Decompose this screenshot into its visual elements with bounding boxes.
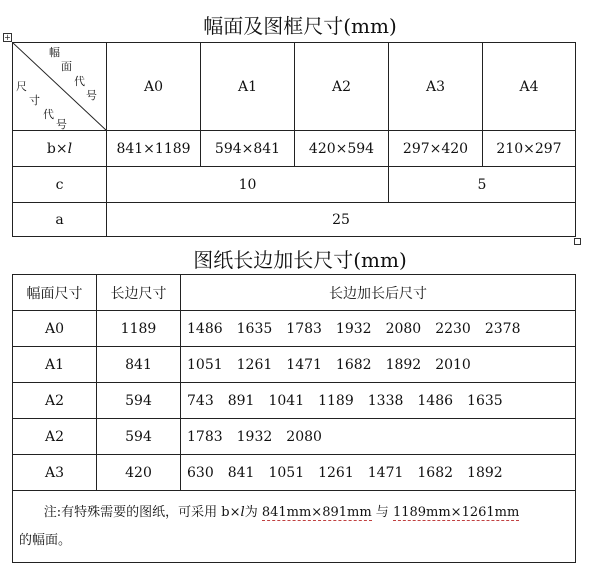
corner-top-char: 幅: [49, 46, 60, 59]
long-cell: 594: [97, 383, 181, 419]
corner-bottom-char: 代: [43, 108, 54, 121]
bl-value: 297×420: [389, 131, 483, 167]
extended-values: [181, 311, 576, 347]
table-row: [13, 419, 576, 455]
note-part: 注:有特殊需要的图纸，可采用 b×: [43, 504, 241, 520]
ext-value: 1932: [236, 428, 273, 445]
footnote: [13, 491, 576, 563]
table-row: [13, 203, 576, 237]
corner-top-char: 代: [74, 75, 85, 88]
bl-value: 420×594: [295, 131, 389, 167]
ext-value: 1051: [187, 356, 223, 373]
ext-value: 1338: [367, 392, 404, 409]
ext-value: 2080: [286, 428, 322, 445]
bl-value: 210×297: [483, 131, 576, 167]
a-value: 25: [107, 203, 576, 237]
ext-value: 2080: [385, 320, 422, 337]
ext-value: 891: [227, 392, 255, 409]
note-part: 与: [371, 504, 393, 520]
ext-value: 2230: [435, 320, 471, 337]
c-value: 5: [389, 167, 576, 203]
ext-value: 743: [187, 392, 214, 409]
ext-value: 1682: [417, 464, 454, 481]
bl-value: 841×1189: [107, 131, 201, 167]
note-part: 为: [244, 504, 262, 520]
ext-value: 1635: [467, 392, 503, 409]
corner-bottom-char: 号: [56, 118, 67, 131]
ext-value: 1783: [187, 428, 223, 445]
header-a1: A1: [201, 43, 295, 131]
row-label-bl: [13, 131, 107, 167]
ext-value: 1486: [187, 320, 223, 337]
table-row: [13, 167, 576, 203]
ext-value: 841: [227, 464, 255, 481]
note-l: l: [240, 504, 245, 520]
ext-value: 1261: [236, 356, 273, 373]
header-size: 幅面尺寸: [13, 275, 97, 311]
c-value: 10: [107, 167, 389, 203]
table-row: [13, 311, 576, 347]
extension-table: [12, 274, 576, 563]
header-a3: A3: [389, 43, 483, 131]
header-a4: A4: [483, 43, 576, 131]
corner-top-char: 面: [61, 60, 72, 73]
ext-value: 1051: [268, 464, 305, 481]
ext-value: 630: [187, 464, 214, 481]
ext-value: 1486: [417, 392, 454, 409]
ext-value: 2010: [435, 356, 471, 373]
note-size-2: 1189mm×1261mm: [392, 504, 520, 520]
size-cell: A0: [13, 311, 97, 347]
table-row: [13, 347, 576, 383]
ext-value: 1682: [335, 356, 372, 373]
header-a2: A2: [295, 43, 389, 131]
note-size-1: 841mm×891mm: [261, 504, 372, 520]
label-l: l: [67, 140, 73, 157]
size-cell: A1: [13, 347, 97, 383]
corner-top-char: 号: [86, 89, 97, 102]
bl-value: 594×841: [201, 131, 295, 167]
long-cell: 594: [97, 419, 181, 455]
header-long-side: 长边尺寸: [97, 275, 181, 311]
ext-value: 1261: [318, 464, 354, 481]
table-row: [13, 455, 576, 491]
header-extended: 长边加长后尺寸: [181, 275, 576, 311]
corner-bottom-char: 尺: [16, 80, 27, 93]
extended-values: [181, 419, 576, 455]
long-cell: 420: [97, 455, 181, 491]
paper-size-table: [12, 42, 576, 237]
corner-bottom-char: 寸: [29, 94, 40, 107]
ext-value: 1932: [335, 320, 372, 337]
ext-value: 1471: [286, 356, 322, 373]
extended-values: [181, 383, 576, 419]
ext-value: 1892: [385, 356, 422, 373]
header-a0: A0: [107, 43, 201, 131]
table-row: [13, 383, 576, 419]
ext-value: 1041: [268, 392, 305, 409]
ext-value: 1783: [286, 320, 322, 337]
size-cell: A2: [13, 419, 97, 455]
row-label-c: c: [13, 167, 107, 203]
ext-value: 1189: [318, 392, 354, 409]
size-cell: A3: [13, 455, 97, 491]
extended-values: [181, 455, 576, 491]
table-row: [13, 131, 576, 167]
long-cell: 1189: [97, 311, 181, 347]
table1-title: 幅面及图框尺寸(mm): [203, 14, 397, 38]
diagonal-header-cell: [13, 43, 107, 131]
size-cell: A2: [13, 383, 97, 419]
extended-values: [181, 347, 576, 383]
long-cell: 841: [97, 347, 181, 383]
note-part: 的幅面。: [19, 532, 72, 548]
table2-title: 图纸长边加长尺寸(mm): [193, 248, 407, 272]
ext-value: 1635: [236, 320, 273, 337]
ext-value: 1892: [467, 464, 503, 481]
ext-value: 2378: [484, 320, 521, 337]
ext-value: 1471: [367, 464, 404, 481]
row-label-a: a: [13, 203, 107, 237]
table-move-handle[interactable]: +: [4, 33, 11, 42]
label-b: b×: [46, 140, 68, 157]
